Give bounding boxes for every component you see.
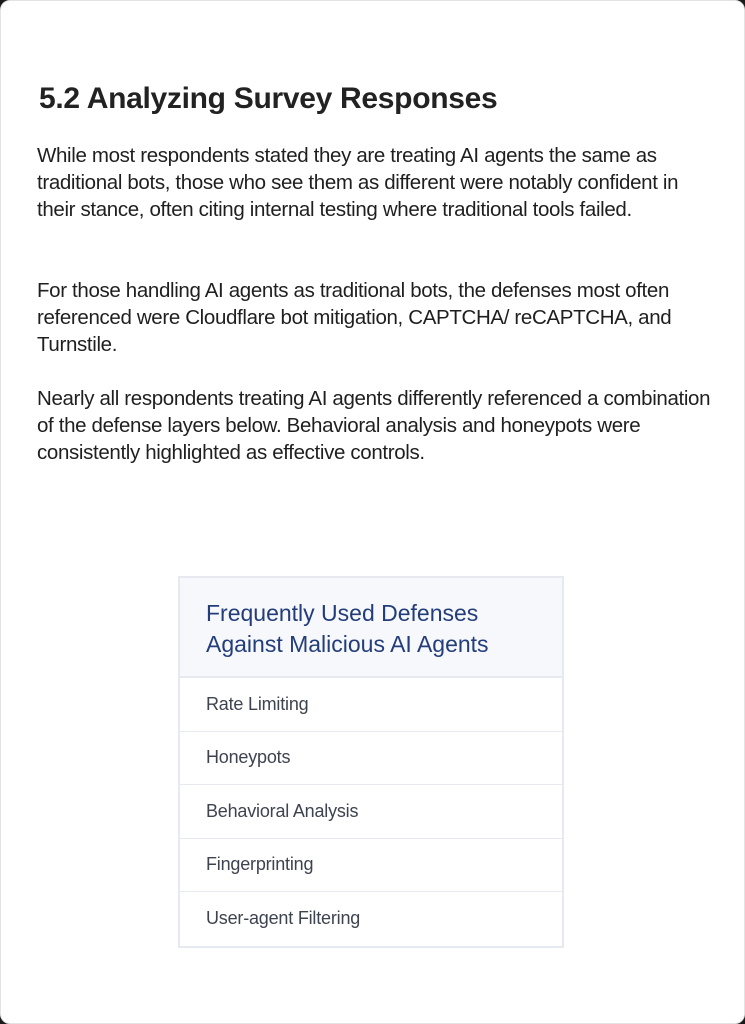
table-row-behavioral-analysis: Behavioral Analysis (180, 785, 562, 839)
paragraph-defense-layers: Nearly all respondents treating AI agents differently referenced a combination of the defense layers below. Behavioral analysis and honeypots were consistently highlighted as effective controls. (37, 387, 711, 464)
table-row-rate-limiting: Rate Limiting (180, 678, 562, 732)
defenses-table-header (180, 578, 562, 678)
table-row-user-agent-filtering: User-agent Filtering (206, 908, 361, 929)
defenses-table-title: Frequently Used Defenses Against Malicious AI Agents (206, 600, 489, 657)
section-heading: 5.2 Analyzing Survey Responses (39, 82, 498, 115)
table-row-fingerprinting: Fingerprinting (180, 839, 562, 893)
table-row-honeypots: Honeypots (180, 732, 562, 786)
paragraph-traditional-defenses: For those handling AI agents as traditional bots, the defenses most often referenced were Cloudflare bot mitigation, CAPTCHA/ reCAPTCHA, and Turnstile. (37, 279, 672, 356)
defenses-table (178, 576, 564, 948)
paragraph-ai-agents-treatment: While most respondents stated they are treating AI agents the same as traditional bots, those who see them as different were notably confident in their stance, often citing internal testing where traditional tools failed. (37, 144, 679, 221)
